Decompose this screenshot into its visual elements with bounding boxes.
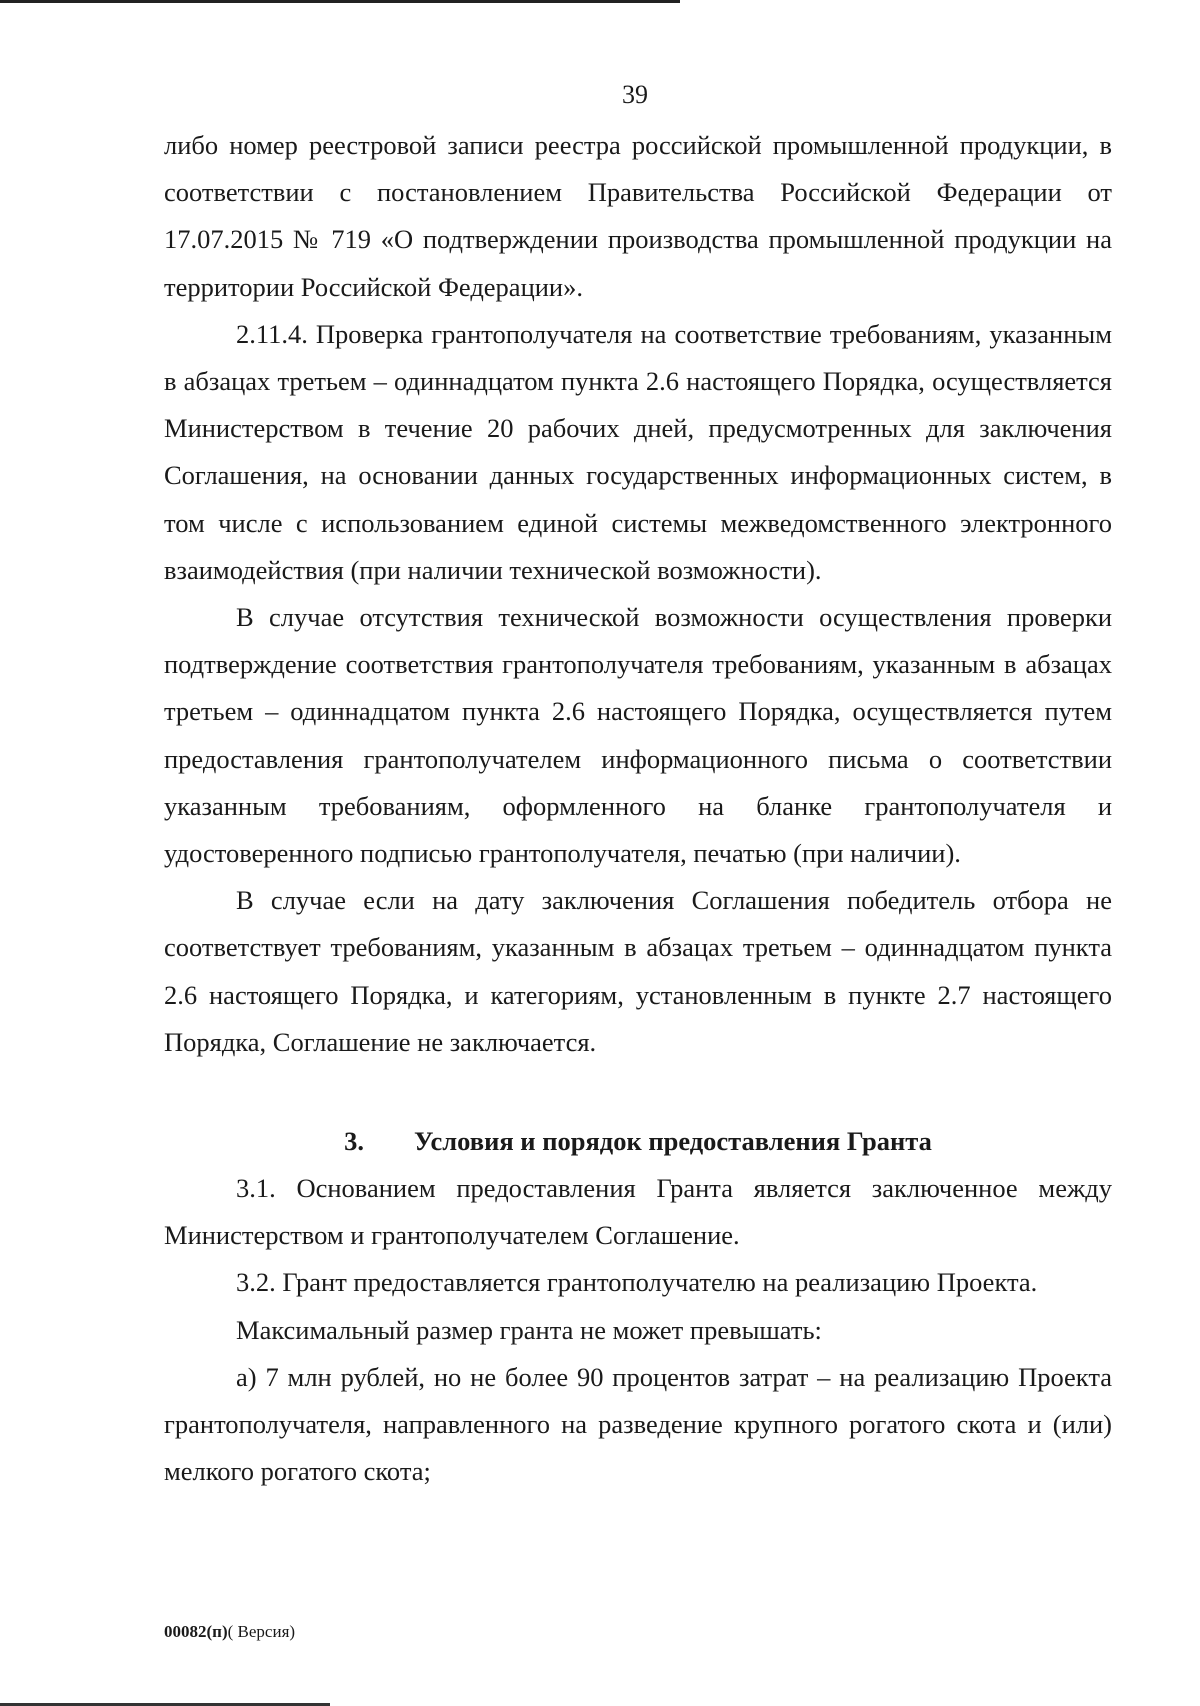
section-title: Условия и порядок предоставления Гранта (413, 1126, 932, 1157)
paragraph-3-1: 3.1. Основанием предоставления Гранта является заключенное между Министерством и грантополучателем Соглашение. (164, 1173, 1112, 1251)
paragraph-no-technical-possibility: В случае отсутствия технической возможности осуществления проверки подтверждение соответствия грантополучателя требованиям, указанным в абзацах третьем – одиннадцатом пункта 2.6 настоящего Порядка, осуществляется путем предоставления грантополучателем информационного письма о соответствии указанным требованиям, оформленного на бланке грантополучателя и удостоверенного подписью грантополучателя, печатью (при наличии). (164, 602, 1112, 869)
page-number: 39 (622, 80, 648, 109)
section-heading (164, 1118, 1112, 1165)
section-number: 3. (344, 1126, 364, 1157)
paragraph-3-2: 3.2. Грант предоставляется грантополучателю на реализацию Проекта. (236, 1267, 1038, 1298)
paragraph-continuation: либо номер реестровой записи реестра российской промышленной продукции, в соответствии с постановлением Правительства Российской Федерации от 17.07.2015 № 719 «О подтверждении производства промышленной продукции на территории Российской Федерации». (164, 130, 1112, 302)
paragraph-max-grant: Максимальный размер гранта не может превышать: (236, 1314, 822, 1345)
paragraph-2-11-4: 2.11.4. Проверка грантополучателя на соответствие требованиям, указанным в абзацах третьем – одиннадцатом пункта 2.6 настоящего Порядка, осуществляется Министерством в течение 20 рабочих дней, предусмотренных для заключения Соглашения, на основании данных государственных информационных систем, в том числе с использованием единой системы межведомственного электронного взаимодействия (при наличии технической возможности). (164, 318, 1112, 585)
footer-code: 00082(п) (164, 1622, 228, 1641)
footer (164, 1622, 295, 1642)
paragraph-agreement-not-concluded: В случае если на дату заключения Соглашения победитель отбора не соответствует требованиям, указанным в абзацах третьем – одиннадцатом пункта 2.6 настоящего Порядка, и категориям, установленным в пункте 2.7 настоящего Порядка, Соглашение не заключается. (164, 885, 1112, 1057)
document-body (164, 122, 1112, 1495)
footer-version: ( Версия) (227, 1622, 296, 1641)
paragraph-item-a: а) 7 млн рублей, но не более 90 процентов затрат – на реализацию Проекта грантополучателя, направленного на разведение крупного рогатого скота и (или) мелкого рогатого скота; (164, 1361, 1112, 1487)
top-rule (0, 0, 680, 3)
